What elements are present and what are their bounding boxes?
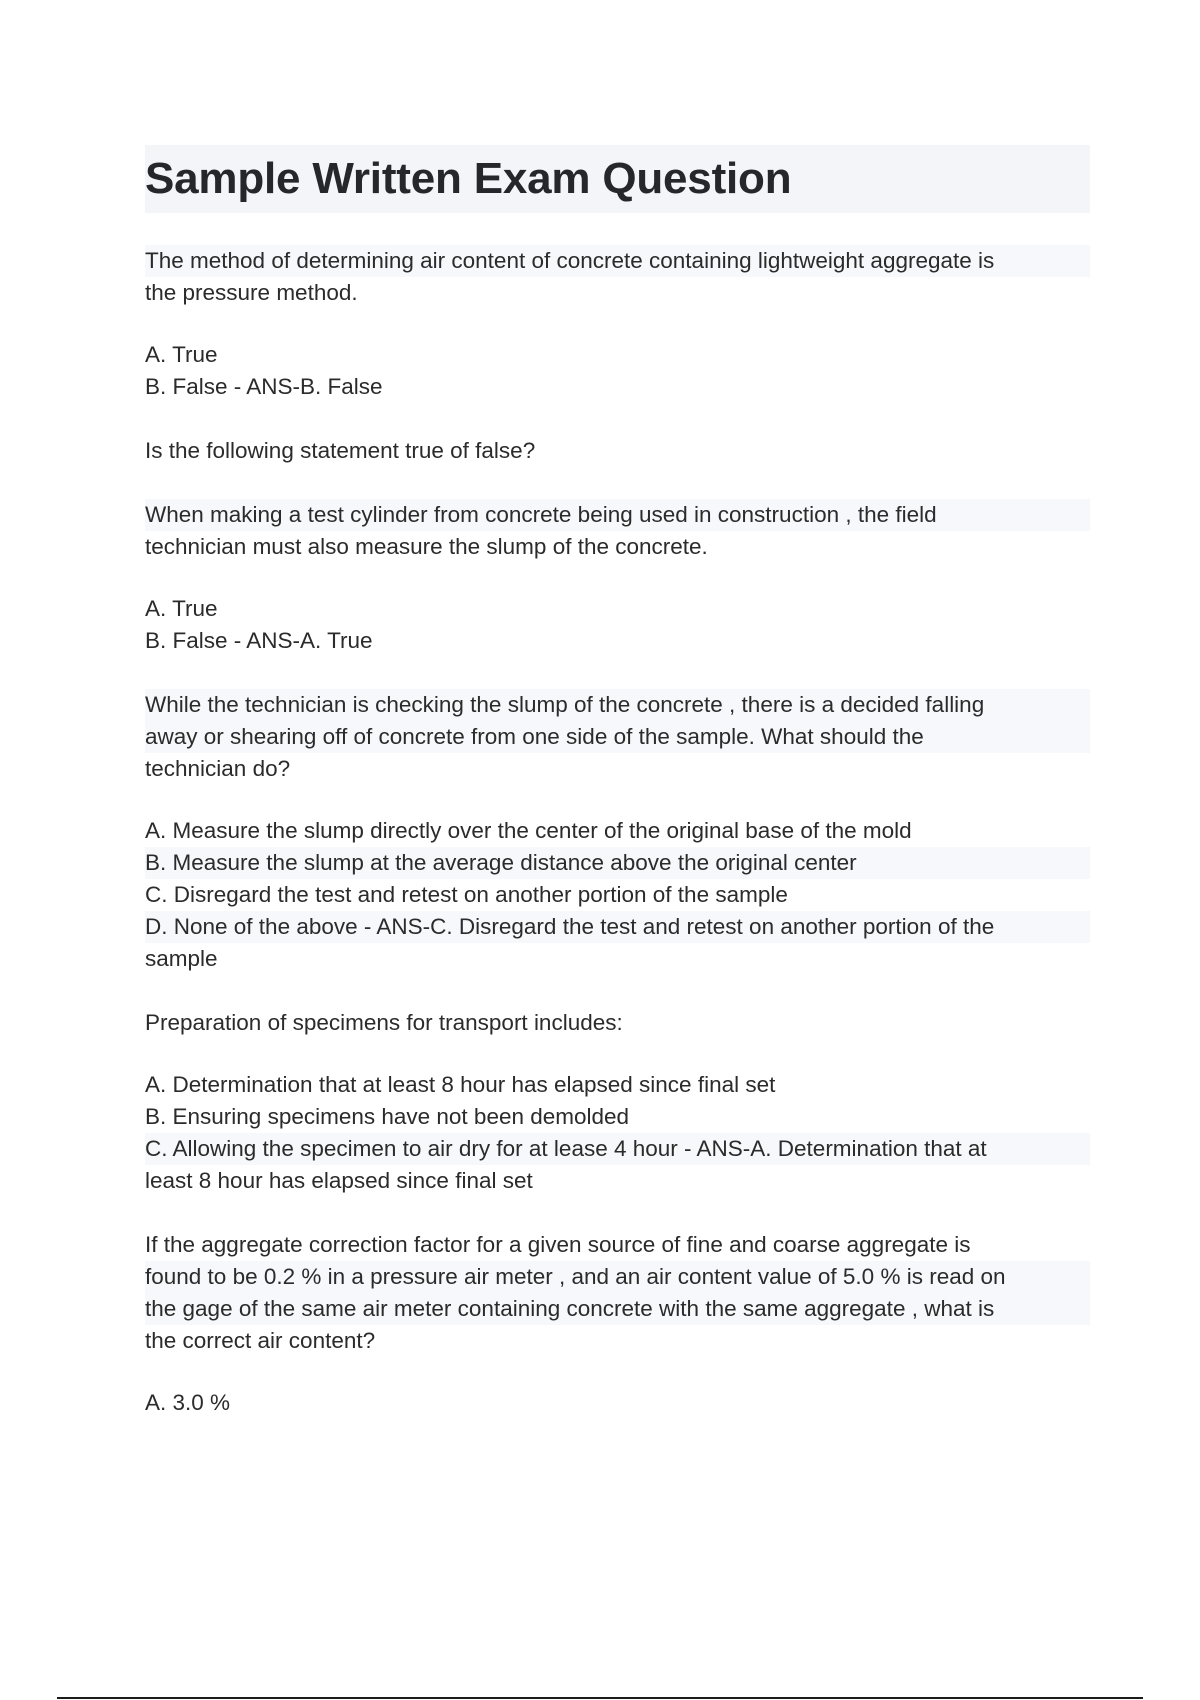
text-line: the pressure method. [145, 280, 358, 305]
text-line: found to be 0.2 % in a pressure air meter , and an air content value of 5.0 % is read on [145, 1261, 1090, 1293]
option-line: C. Allowing the specimen to air dry for at lease 4 hour - ANS-A. Determination that at [145, 1133, 1090, 1165]
question-5-options [145, 1387, 1090, 1419]
question-2-prompt [145, 435, 1090, 467]
text-line: When making a test cylinder from concrete being used in construction , the field [145, 499, 1090, 531]
option-line: least 8 hour has elapsed since final set [145, 1168, 533, 1193]
question-2-text [145, 499, 1090, 563]
text-line: The method of determining air content of concrete containing lightweight aggregate is [145, 245, 1090, 277]
text-line: the correct air content? [145, 1328, 376, 1353]
option-line: D. None of the above - ANS-C. Disregard the test and retest on another portion of the [145, 911, 1090, 943]
question-1-text [145, 245, 1090, 309]
option-line: A. 3.0 % [145, 1390, 231, 1415]
question-1-options [145, 339, 1090, 403]
option-line: B. Measure the slump at the average distance above the original center [145, 847, 1090, 879]
question-3-text [145, 689, 1090, 785]
option-line: sample [145, 946, 218, 971]
page-title: Sample Written Exam Question [145, 154, 792, 203]
question-3-options [145, 815, 1090, 975]
option-line: C. Disregard the test and retest on another portion of the sample [145, 882, 788, 907]
document-page [145, 145, 1090, 1419]
title-block [145, 145, 1090, 213]
option-line: A. True [145, 342, 218, 367]
question-4-prompt [145, 1007, 1090, 1039]
text-line: technician do? [145, 756, 291, 781]
text-line: technician must also measure the slump of the concrete. [145, 534, 708, 559]
question-5-text [145, 1229, 1090, 1357]
text-line: the gage of the same air meter containing concrete with the same aggregate , what is [145, 1293, 1090, 1325]
option-line: A. Determination that at least 8 hour has elapsed since final set [145, 1072, 776, 1097]
option-line: A. True [145, 596, 218, 621]
text-line: Preparation of specimens for transport includes: [145, 1010, 623, 1035]
option-line: B. Ensuring specimens have not been demolded [145, 1104, 630, 1129]
question-4-options [145, 1069, 1090, 1197]
text-line: While the technician is checking the slump of the concrete , there is a decided falling [145, 689, 1090, 721]
text-line: If the aggregate correction factor for a given source of fine and coarse aggregate is [145, 1232, 971, 1257]
question-2-options [145, 593, 1090, 657]
option-line: B. False - ANS-B. False [145, 374, 383, 399]
footer-rule [57, 1697, 1143, 1699]
option-line: A. Measure the slump directly over the center of the original base of the mold [145, 818, 912, 843]
text-line: Is the following statement true of false? [145, 438, 536, 463]
option-line: B. False - ANS-A. True [145, 628, 373, 653]
text-line: away or shearing off of concrete from one side of the sample. What should the [145, 721, 1090, 753]
